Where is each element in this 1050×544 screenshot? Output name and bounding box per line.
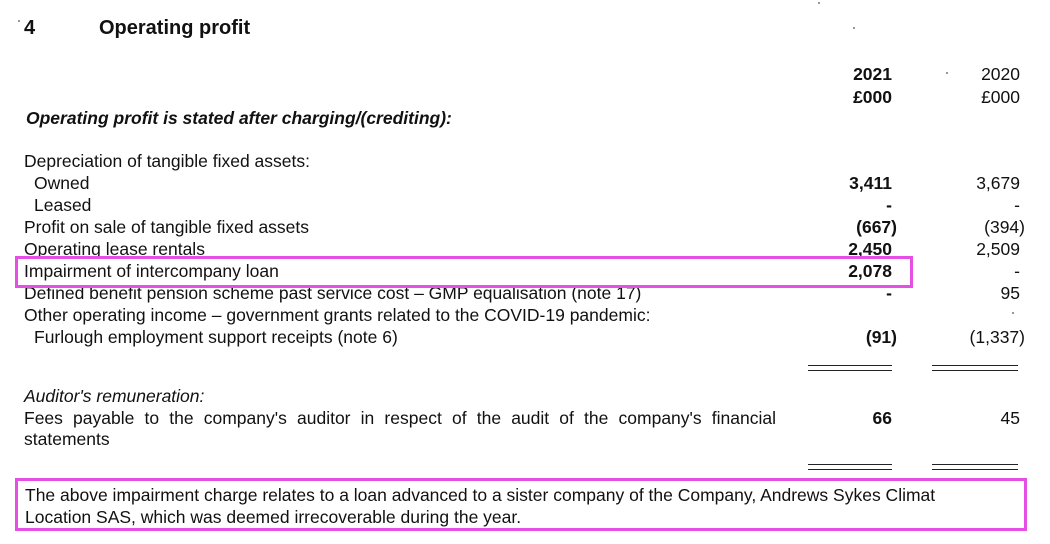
row-label-operating-lease: Operating lease rentals	[24, 239, 205, 259]
row-value-2020-impairment: -	[1014, 261, 1020, 281]
auditor-rule-2020-upper	[932, 464, 1018, 465]
row-value-2021-impairment: 2,078	[848, 261, 892, 281]
total-rule-2020-lower	[932, 370, 1018, 371]
row-label-pension: Defined benefit pension scheme past service cost – GMP equalisation (note 17)	[24, 283, 642, 303]
total-rule-2021-upper	[808, 365, 892, 366]
note-number: 4	[24, 17, 36, 39]
column-unit-2020: £000	[981, 87, 1020, 107]
row-label-depreciation: Depreciation of tangible fixed assets:	[24, 151, 310, 171]
auditor-value-2020: 45	[1000, 408, 1020, 428]
footnote-highlight	[15, 478, 1027, 531]
note-title: Operating profit	[99, 17, 251, 39]
scan-speck	[946, 72, 948, 74]
column-year-2021: 2021	[853, 64, 892, 84]
auditor-label-line2: statements	[24, 429, 110, 449]
row-label-profit-on-sale: Profit on sale of tangible fixed assets	[24, 217, 310, 237]
auditor-rule-2021-lower	[808, 469, 892, 470]
auditor-value-2021: 66	[872, 408, 892, 428]
column-unit-2021: £000	[853, 87, 892, 107]
total-rule-2021-lower	[808, 370, 892, 371]
scan-speck	[18, 20, 20, 22]
auditor-label-line1: Fees payable to the company's auditor in respect of the audit of the company's financial	[24, 408, 776, 428]
row-label-leased: Leased	[34, 195, 92, 215]
row-value-2021-profit-on-sale: (667)	[856, 217, 897, 237]
row-value-2021-pension: -	[886, 283, 892, 303]
auditor-heading: Auditor's remuneration:	[24, 386, 205, 406]
impairment-row-highlight	[15, 256, 913, 288]
column-year-2020: 2020	[981, 64, 1020, 84]
auditor-rule-2021-upper	[808, 464, 892, 465]
row-value-2021-leased: -	[886, 195, 892, 215]
row-label-furlough: Furlough employment support receipts (note 6)	[34, 327, 398, 347]
footnote-line1: The above impairment charge relates to a loan advanced to a sister company of the Company, Andrews Sykes Climat	[25, 485, 936, 505]
row-value-2021-owned: 3,411	[849, 173, 892, 193]
footnote-line2: Location SAS, which was deemed irrecoverable during the year.	[25, 507, 522, 527]
row-value-2021-operating-lease: 2,450	[848, 239, 892, 259]
auditor-rule-2020-lower	[932, 469, 1018, 470]
row-label-other-income: Other operating income – government grants related to the COVID-19 pandemic:	[24, 305, 651, 325]
section-heading: Operating profit is stated after charging/(crediting):	[26, 108, 452, 128]
scan-speck	[853, 27, 855, 29]
row-value-2020-furlough: (1,337)	[969, 327, 1025, 347]
row-value-2020-owned: 3,679	[976, 173, 1020, 193]
scan-speck	[818, 2, 820, 4]
scan-speck	[1012, 312, 1014, 314]
row-value-2020-pension: 95	[1000, 283, 1020, 303]
row-value-2020-operating-lease: 2,509	[976, 239, 1020, 259]
row-label-impairment: Impairment of intercompany loan	[24, 261, 279, 281]
total-rule-2020-upper	[932, 365, 1018, 366]
row-value-2021-furlough: (91)	[865, 327, 897, 347]
row-label-owned: Owned	[34, 173, 90, 193]
row-value-2020-profit-on-sale: (394)	[984, 217, 1025, 237]
row-value-2020-leased: -	[1014, 195, 1020, 215]
